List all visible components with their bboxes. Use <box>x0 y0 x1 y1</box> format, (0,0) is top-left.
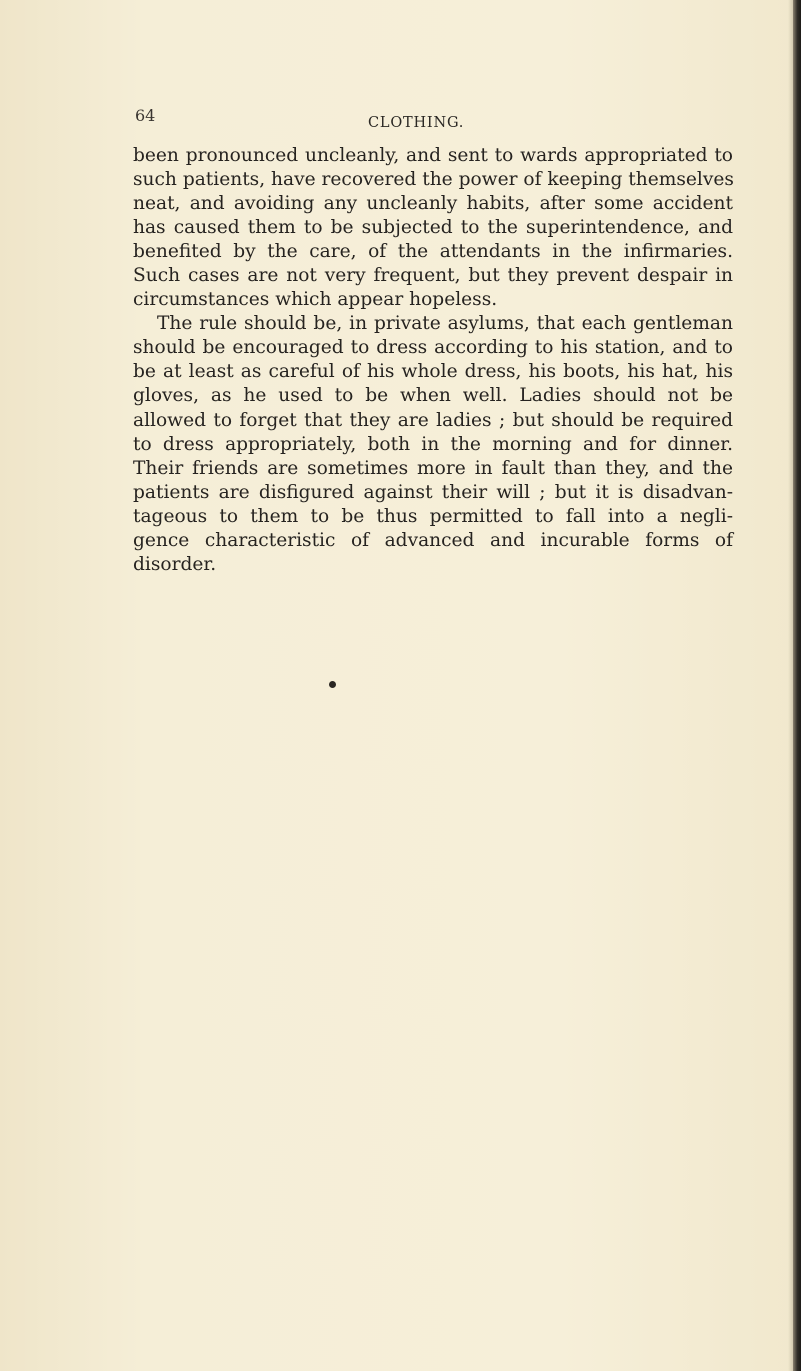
text-line: tageous to them to be thus permitted to fall into a negli- <box>133 505 733 527</box>
text-line: disorder. <box>133 553 217 575</box>
text-line: benefited by the care, of the attendants in the infirmaries. <box>133 241 733 263</box>
paragraph <box>133 312 733 577</box>
text-line: Such cases are not very frequent, but they prevent despair in <box>133 265 733 287</box>
text-line: be at least as careful of his whole dress, his boots, his hat, his <box>133 361 733 383</box>
text-line: circumstances which appear hopeless. <box>133 289 498 311</box>
text-line: patients are disfigured against their will ; but it is disadvan- <box>133 481 733 503</box>
text-line: been pronounced uncleanly, and sent to wards appropriated to <box>133 145 733 166</box>
text-line: gence characteristic of advanced and incurable forms of <box>133 529 733 551</box>
paragraph <box>133 144 733 312</box>
text-line: such patients, have recovered the power of keeping themselves <box>133 169 734 191</box>
page-number: 64 <box>135 106 156 125</box>
text-line: Their friends are sometimes more in fault than they, and the <box>133 457 733 479</box>
body-text <box>133 144 733 577</box>
text-line: allowed to forget that they are ladies ; but should be required <box>133 409 733 431</box>
running-head: CLOTHING. <box>368 115 465 131</box>
text-line: should be encouraged to dress according to his station, and to <box>133 337 733 359</box>
text-line: neat, and avoiding any uncleanly habits, after some accident <box>133 193 733 215</box>
text-line: to dress appropriately, both in the morning and for dinner. <box>133 433 733 455</box>
text-line: gloves, as he used to be when well. Ladies should not be <box>133 385 733 407</box>
ink-spot <box>329 681 336 688</box>
book-spine-edge <box>793 0 801 1371</box>
text-line: The rule should be, in private asylums, that each gentleman <box>157 313 733 335</box>
text-line: has caused them to be subjected to the superintendence, and <box>133 217 733 239</box>
